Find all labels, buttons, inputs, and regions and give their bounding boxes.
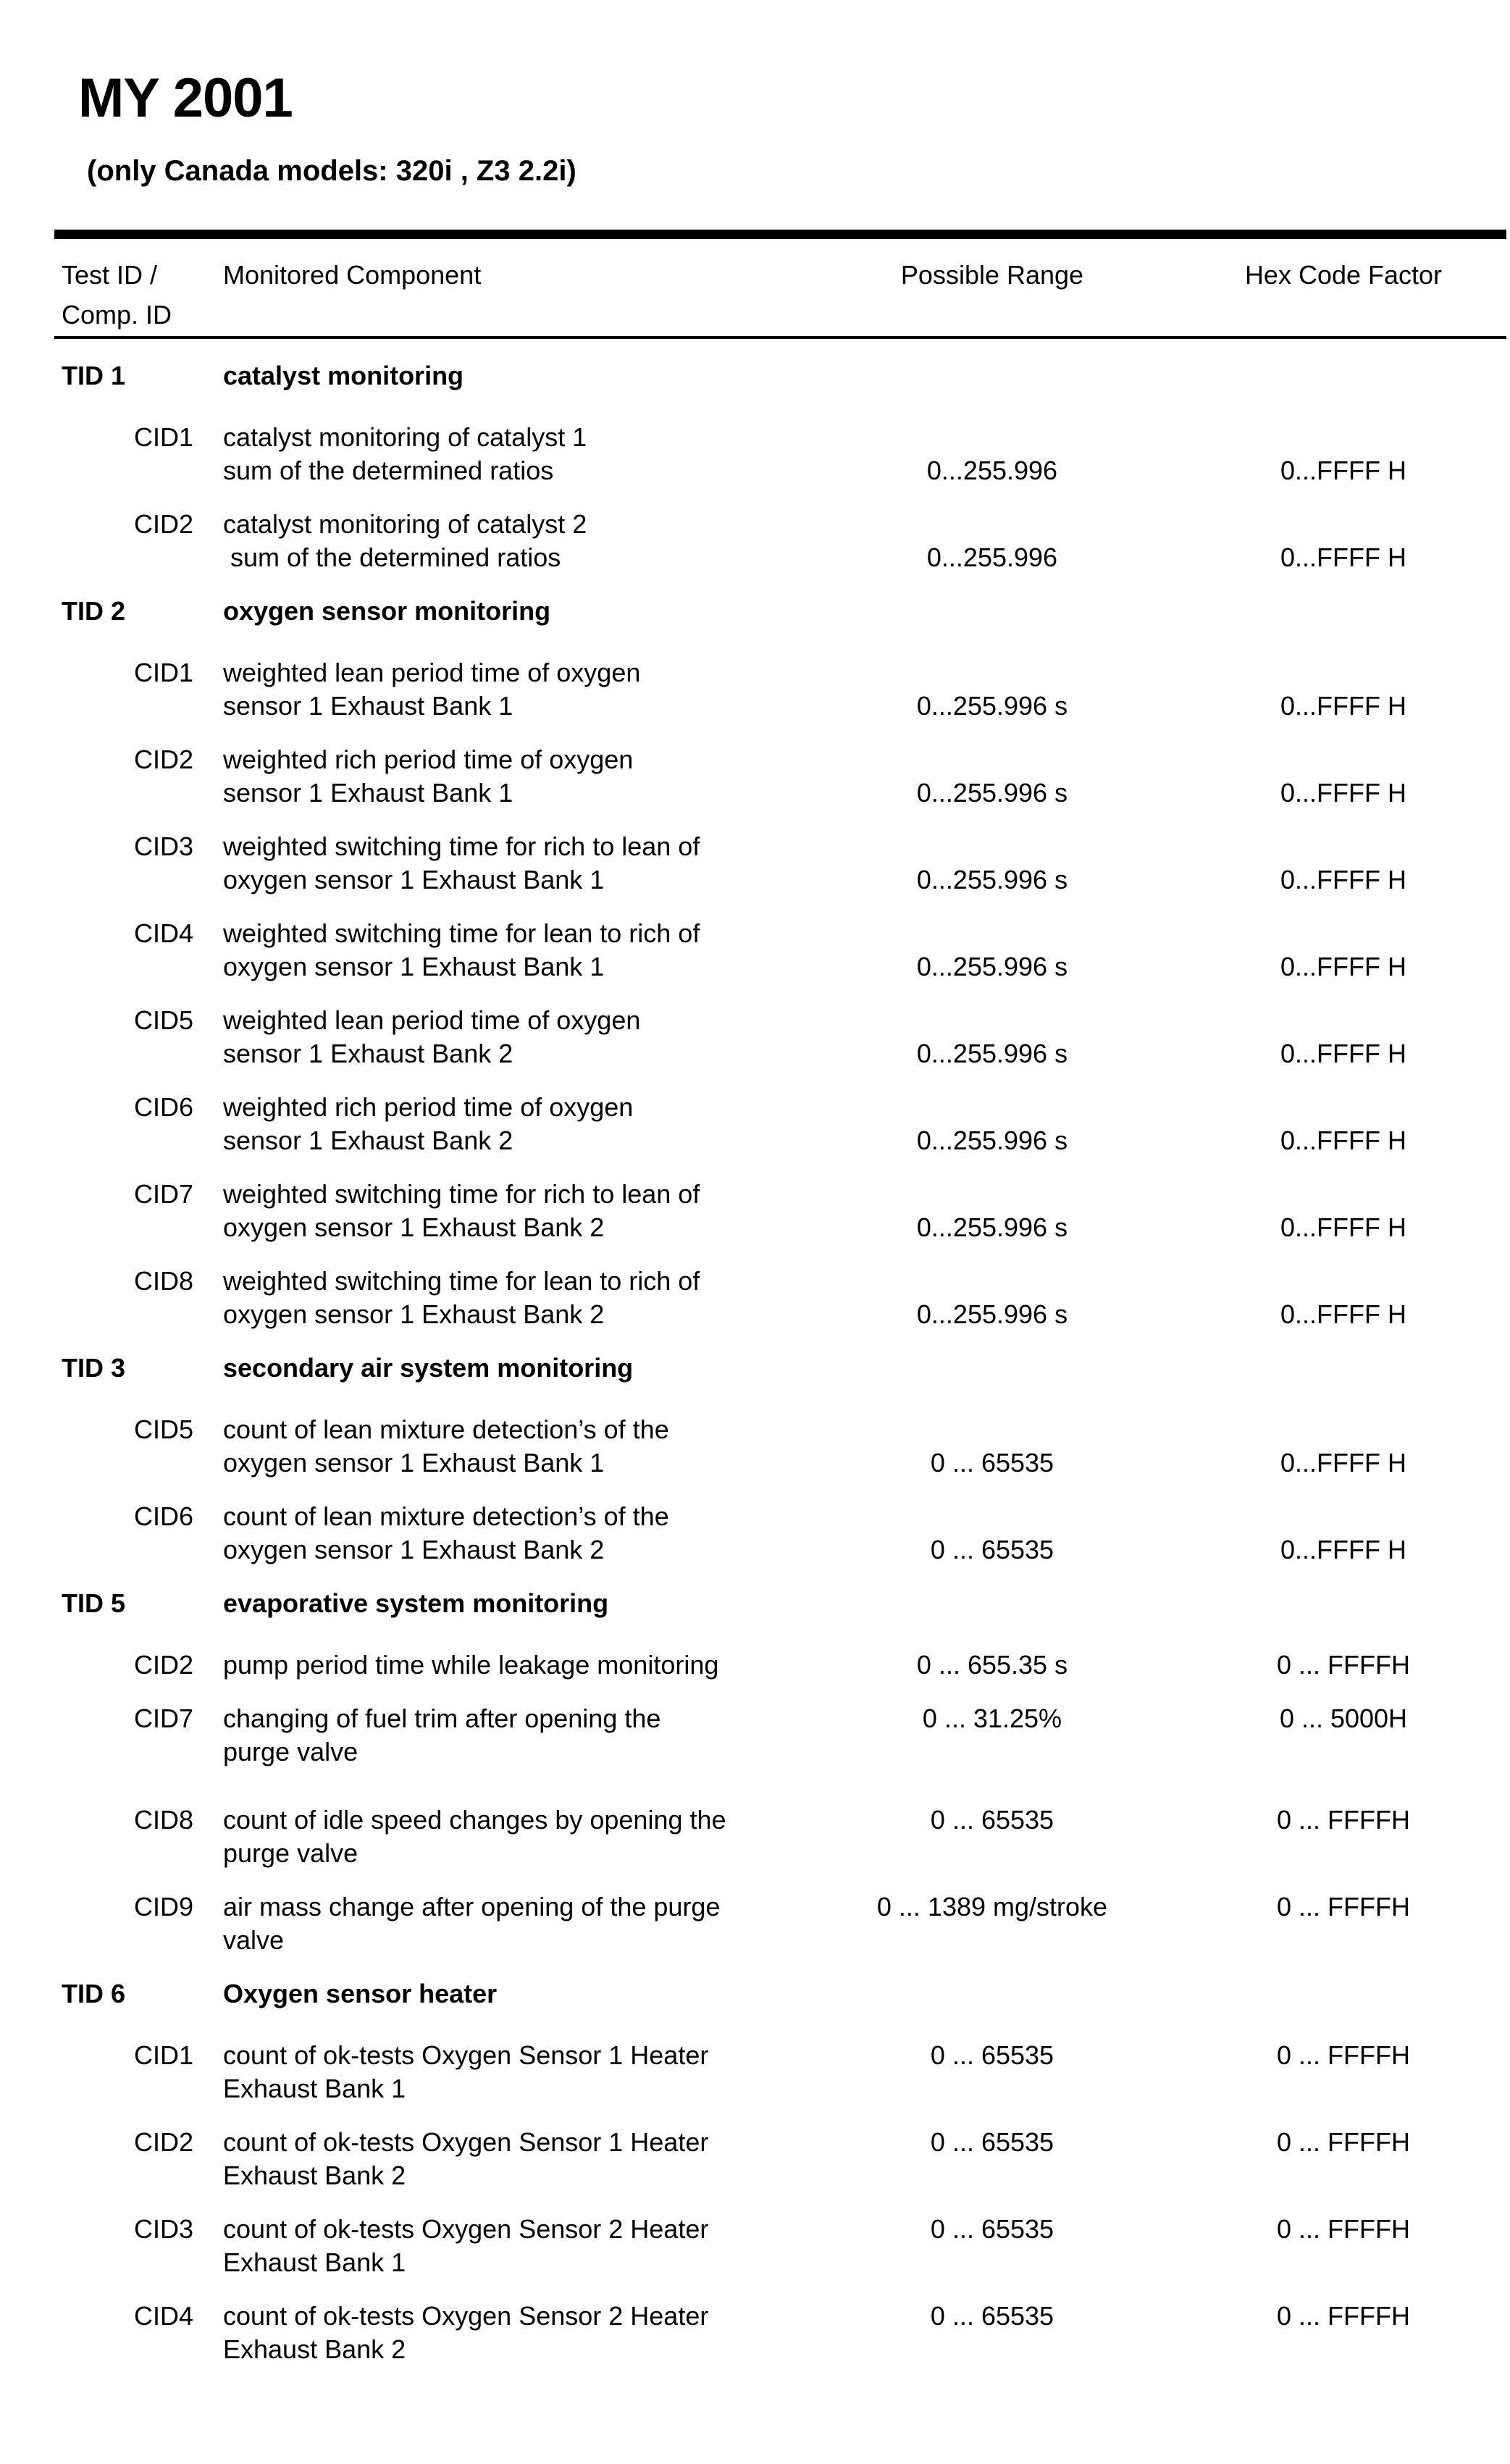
hex-code-factor-cell: 0...FFFF H <box>1280 1126 1406 1155</box>
possible-range-cell: 0...255.996 s <box>916 952 1068 981</box>
component-cell <box>223 743 818 810</box>
hex-code-factor-cell: 0...FFFF H <box>1280 865 1406 894</box>
cid-label: CID8 <box>134 1805 194 1835</box>
document-page <box>0 67 1510 2387</box>
page-title: MY 2001 <box>78 67 293 129</box>
possible-range-cell: 0...255.996 s <box>916 1299 1068 1329</box>
component-cell <box>223 656 818 723</box>
section-heading <box>62 595 1456 628</box>
possible-range-cell: 0...255.996 s <box>916 691 1068 721</box>
cid-label: CID3 <box>134 831 194 861</box>
component-line: Exhaust Bank 1 <box>223 2074 406 2103</box>
component-line: weighted switching time for rich to lean of <box>223 831 700 861</box>
cid-label: CID5 <box>134 1415 194 1444</box>
possible-range-cell: 0...255.996 s <box>916 778 1068 808</box>
table-row <box>62 1648 1456 1682</box>
hex-code-factor-cell: 0 ... FFFFH <box>1277 1650 1410 1680</box>
component-cell <box>223 2213 818 2279</box>
hex-code-factor-cell: 0...FFFF H <box>1280 1535 1406 1564</box>
hex-code-factor-cell: 0...FFFF H <box>1280 952 1406 981</box>
possible-range-cell: 0 ... 65535 <box>930 2301 1054 2331</box>
hex-code-factor-cell: 0 ... 5000H <box>1279 1704 1408 1733</box>
component-line: count of ok-tests Oxygen Sensor 2 Heater <box>223 2214 709 2244</box>
component-line: weighted switching time for lean to rich of <box>223 1266 700 1296</box>
cid-label: CID6 <box>134 1092 194 1122</box>
table-row <box>62 2300 1456 2366</box>
table-row <box>62 743 1456 810</box>
possible-range-cell: 0 ... 31.25% <box>922 1704 1062 1733</box>
cid-label: CID2 <box>134 1650 194 1680</box>
header-rule-bottom <box>54 336 1506 339</box>
component-line: Exhaust Bank 2 <box>223 2334 406 2364</box>
cid-label: CID1 <box>134 658 194 687</box>
component-line: pump period time while leakage monitoring <box>223 1650 719 1680</box>
component-line: sensor 1 Exhaust Bank 1 <box>223 778 513 808</box>
table-row <box>62 2039 1456 2105</box>
component-line: count of lean mixture detection’s of the <box>223 1415 669 1444</box>
possible-range-cell: 0 ... 65535 <box>930 2127 1054 2157</box>
component-cell <box>223 2039 818 2105</box>
column-header-hex-code-factor: Hex Code Factor <box>1244 260 1443 290</box>
section-title: oxygen sensor monitoring <box>223 596 551 626</box>
component-cell <box>223 1648 818 1682</box>
cid-label: CID4 <box>134 2301 194 2331</box>
component-cell <box>223 2126 818 2192</box>
table-row <box>62 830 1456 897</box>
component-cell <box>223 1265 818 1331</box>
table-row <box>62 1500 1456 1567</box>
section-heading <box>62 1977 1456 2011</box>
component-cell <box>223 1803 818 1870</box>
table-row <box>62 917 1456 984</box>
section-title: evaporative system monitoring <box>223 1588 609 1618</box>
component-cell <box>223 1702 818 1769</box>
section-title: secondary air system monitoring <box>223 1353 634 1383</box>
hex-code-factor-cell: 0 ... FFFFH <box>1277 1892 1410 1922</box>
table-row <box>62 656 1456 723</box>
component-line: changing of fuel trim after opening the <box>223 1704 661 1733</box>
possible-range-cell: 0 ... 655.35 s <box>916 1650 1068 1680</box>
component-line: sum of the determined ratios <box>223 542 561 572</box>
component-line: count of lean mixture detection’s of the <box>223 1501 669 1531</box>
header-rule-top <box>54 230 1506 239</box>
cid-label: CID7 <box>134 1179 194 1209</box>
component-line: count of ok-tests Oxygen Sensor 2 Heater <box>223 2301 709 2331</box>
component-line: sensor 1 Exhaust Bank 1 <box>223 691 513 721</box>
component-line: purge valve <box>223 1737 358 1767</box>
component-cell <box>223 1500 818 1567</box>
tid-label: TID 2 <box>62 596 126 626</box>
component-cell <box>223 1004 818 1070</box>
cid-label: CID2 <box>134 2127 194 2157</box>
component-line: count of ok-tests Oxygen Sensor 1 Heater <box>223 2040 709 2070</box>
hex-code-factor-cell: 0 ... FFFFH <box>1277 2301 1410 2331</box>
tid-label: TID 5 <box>62 1588 126 1618</box>
component-cell <box>223 830 818 897</box>
hex-code-factor-cell: 0 ... FFFFH <box>1277 2214 1410 2244</box>
section-title: catalyst monitoring <box>223 361 464 390</box>
possible-range-cell: 0 ... 65535 <box>930 1448 1054 1478</box>
cid-label: CID5 <box>134 1005 194 1035</box>
table-row <box>62 2213 1456 2279</box>
column-header-monitored-component: Monitored Component <box>223 260 482 290</box>
table-row <box>62 1803 1456 1870</box>
possible-range-cell: 0 ... 65535 <box>930 2040 1054 2070</box>
component-line: oxygen sensor 1 Exhaust Bank 2 <box>223 1535 605 1564</box>
component-line: oxygen sensor 1 Exhaust Bank 1 <box>223 1448 605 1478</box>
table-row <box>62 1004 1456 1070</box>
component-line: Exhaust Bank 2 <box>223 2161 406 2190</box>
component-line: weighted switching time for lean to rich of <box>223 918 700 948</box>
page-subtitle: (only Canada models: 320i , Z3 2.2i) <box>87 155 576 187</box>
component-line: air mass change after opening of the purge <box>223 1892 721 1922</box>
section-title: Oxygen sensor heater <box>223 1979 498 2008</box>
component-line: sensor 1 Exhaust Bank 2 <box>223 1126 513 1155</box>
component-line: oxygen sensor 1 Exhaust Bank 2 <box>223 1212 605 1242</box>
component-line: weighted rich period time of oxygen <box>223 745 634 774</box>
component-line: sensor 1 Exhaust Bank 2 <box>223 1039 513 1068</box>
component-line: sum of the determined ratios <box>223 456 554 485</box>
cid-label: CID1 <box>134 2040 194 2070</box>
cid-label: CID9 <box>134 1892 194 1922</box>
possible-range-cell: 0...255.996 s <box>916 865 1068 894</box>
possible-range-cell: 0...255.996 s <box>916 1212 1068 1242</box>
component-line: weighted lean period time of oxygen <box>223 1005 641 1035</box>
component-line: oxygen sensor 1 Exhaust Bank 1 <box>223 952 605 981</box>
tid-label: TID 3 <box>62 1353 126 1383</box>
table-row <box>62 1091 1456 1157</box>
component-line: oxygen sensor 1 Exhaust Bank 2 <box>223 1299 605 1329</box>
hex-code-factor-cell: 0...FFFF H <box>1280 1212 1406 1242</box>
component-cell <box>223 1178 818 1244</box>
possible-range-cell: 0 ... 1389 mg/stroke <box>876 1892 1108 1922</box>
column-header-comp-id-line2: Comp. ID <box>62 300 172 330</box>
column-header-possible-range: Possible Range <box>900 260 1084 290</box>
table-row <box>62 2126 1456 2192</box>
hex-code-factor-cell: 0 ... FFFFH <box>1277 1805 1410 1835</box>
section-heading <box>62 1352 1456 1385</box>
section-heading <box>62 1587 1456 1620</box>
table-row <box>62 421 1456 487</box>
hex-code-factor-cell: 0...FFFF H <box>1280 456 1406 485</box>
hex-code-factor-cell: 0...FFFF H <box>1280 1299 1406 1329</box>
hex-code-factor-cell: 0 ... FFFFH <box>1277 2040 1410 2070</box>
hex-code-factor-cell: 0...FFFF H <box>1280 1448 1406 1478</box>
cid-label: CID6 <box>134 1501 194 1531</box>
component-cell <box>223 1091 818 1157</box>
hex-code-factor-cell: 0...FFFF H <box>1280 691 1406 721</box>
cid-label: CID7 <box>134 1704 194 1733</box>
possible-range-cell: 0 ... 65535 <box>930 2214 1054 2244</box>
section-heading <box>62 359 1456 393</box>
hex-code-factor-cell: 0 ... FFFFH <box>1277 2127 1410 2157</box>
component-line: valve <box>223 1925 285 1955</box>
table-row <box>62 1413 1456 1480</box>
cid-label: CID8 <box>134 1266 194 1296</box>
column-header-test-id-line1: Test ID / <box>62 260 158 290</box>
tid-label: TID 1 <box>62 361 126 390</box>
possible-range-cell: 0 ... 65535 <box>930 1535 1054 1564</box>
possible-range-cell: 0...255.996 s <box>916 1126 1068 1155</box>
table-row <box>62 508 1456 574</box>
component-line: weighted lean period time of oxygen <box>223 658 641 687</box>
tid-label: TID 6 <box>62 1979 126 2008</box>
component-line: catalyst monitoring of catalyst 2 <box>223 509 587 539</box>
component-cell <box>223 1890 818 1957</box>
possible-range-cell: 0...255.996 s <box>916 1039 1068 1068</box>
component-cell <box>223 2300 818 2366</box>
table-row <box>62 1178 1456 1244</box>
possible-range-cell: 0 ... 65535 <box>930 1805 1054 1835</box>
component-line: weighted switching time for rich to lean of <box>223 1179 700 1209</box>
cid-label: CID3 <box>134 2214 194 2244</box>
table-row <box>62 1890 1456 1957</box>
column-header-test-id <box>62 255 223 335</box>
possible-range-cell: 0...255.996 <box>926 456 1058 485</box>
component-cell <box>223 917 818 984</box>
possible-range-cell: 0...255.996 <box>926 542 1058 572</box>
table-row <box>62 1265 1456 1331</box>
table-row <box>62 1702 1456 1769</box>
component-line: weighted rich period time of oxygen <box>223 1092 634 1122</box>
component-cell <box>223 508 818 574</box>
component-line: purge valve <box>223 1838 358 1868</box>
component-line: Exhaust Bank 1 <box>223 2247 406 2277</box>
hex-code-factor-cell: 0...FFFF H <box>1280 778 1406 808</box>
cid-label: CID2 <box>134 745 194 774</box>
table-body <box>62 359 1456 2387</box>
component-cell <box>223 1413 818 1480</box>
component-line: oxygen sensor 1 Exhaust Bank 1 <box>223 865 605 894</box>
component-line: catalyst monitoring of catalyst 1 <box>223 422 587 452</box>
cid-label: CID4 <box>134 918 194 948</box>
component-line: count of idle speed changes by opening the <box>223 1805 726 1835</box>
hex-code-factor-cell: 0...FFFF H <box>1280 542 1406 572</box>
cid-label: CID1 <box>134 422 194 452</box>
cid-label: CID2 <box>134 509 194 539</box>
component-cell <box>223 421 818 487</box>
hex-code-factor-cell: 0...FFFF H <box>1280 1039 1406 1068</box>
component-line: count of ok-tests Oxygen Sensor 1 Heater <box>223 2127 709 2157</box>
table-header <box>62 255 1456 335</box>
